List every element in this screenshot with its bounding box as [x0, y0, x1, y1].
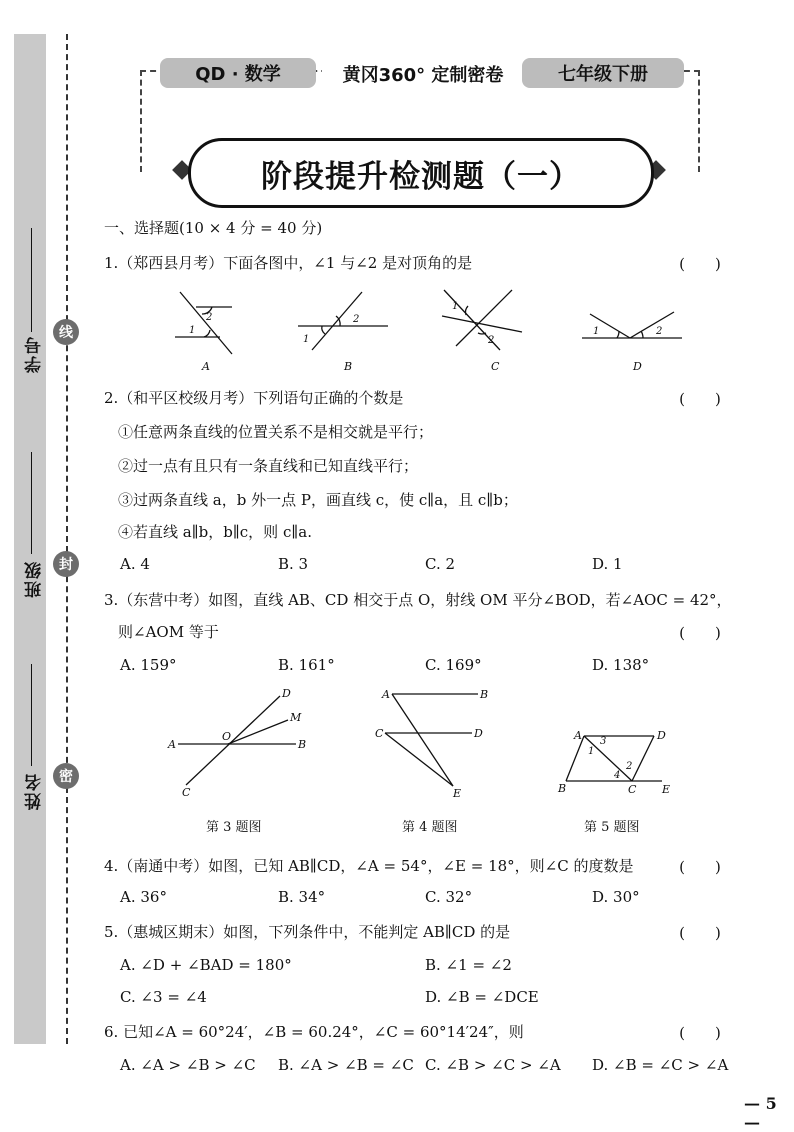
page-title: 阶段提升检测题（一） — [188, 138, 654, 208]
fig5-label-d: D — [657, 729, 666, 742]
seal-seal-mark: 封 — [53, 551, 79, 577]
q3-answer-blank: ( ) — [679, 624, 721, 642]
student-id-label: 学号 — [25, 335, 45, 373]
fig5-label-1: 1 — [588, 746, 595, 757]
q1a-label-2: 2 — [206, 312, 213, 323]
fig5-line-ab — [566, 736, 584, 781]
q1b-caption: B — [344, 360, 353, 373]
section-title: 一、选择题(10 × 4 分 = 40 分) — [104, 219, 323, 237]
fig5-label-c: C — [628, 783, 637, 796]
seal-secret-mark: 密 — [53, 763, 79, 789]
seal-line-mark: 线 — [53, 319, 79, 345]
q6-option-a: A. ∠A > ∠B > ∠C — [120, 1056, 256, 1074]
fig5-label-b: B — [558, 782, 567, 795]
q2-item-1: ①任意两条直线的位置关系不是相交就是平行； — [118, 423, 434, 441]
q2-item-2: ②过一点有且只有一条直线和已知直线平行； — [118, 457, 419, 475]
fig5-line-dc — [632, 736, 654, 781]
q1d-right-ray — [630, 312, 674, 338]
q1d-angle2-arc — [641, 331, 643, 338]
q5-answer-blank: ( ) — [679, 924, 721, 942]
q1d-label-2: 2 — [656, 326, 663, 337]
fig3-label-m: M — [290, 711, 302, 724]
q1b-label-2: 2 — [353, 314, 360, 325]
fig5-label-4: 4 — [614, 770, 621, 781]
fig5-label-e: E — [662, 783, 671, 796]
class-label: 班级 — [25, 560, 45, 598]
q3-stem-line1: 3.（东营中考）如图，直线 AB、CD 相交于点 O，射线 OM 平分∠BOD，若∠AOC = 42°， — [104, 591, 732, 609]
q5-option-a: A. ∠D + ∠BAD = 180° — [120, 956, 292, 974]
fig3-line-cd — [186, 696, 280, 785]
q1c-angle2-arc — [478, 333, 486, 334]
fig3-ray-om — [228, 720, 288, 744]
q4-answer-blank: ( ) — [679, 858, 721, 876]
q6-stem: 6. 已知∠A = 60°24′，∠B = 60.24°，∠C = 60°14′24″，则 — [104, 1023, 524, 1041]
q3-stem-line2: 则∠AOM 等于 — [118, 623, 219, 641]
fig4-label-d: D — [474, 727, 483, 740]
q5-option-d: D. ∠B = ∠DCE — [425, 988, 539, 1006]
q1a-angle1-arc — [204, 330, 210, 337]
fig5-label-3: 3 — [600, 736, 607, 747]
q2-option-b: B. 3 — [278, 555, 309, 573]
q5-stem: 5.（惠城区期末）如图，下列条件中，不能判定 AB∥CD 的是 — [104, 923, 511, 941]
page-number: — 5 — — [744, 1094, 777, 1132]
q1-stem: 1.（郑西县月考）下面各图中，∠1 与∠2 是对顶角的是 — [104, 254, 473, 272]
name-label: 姓名 — [25, 772, 45, 810]
q1d-caption: D — [633, 360, 642, 373]
q2-item-4: ④若直线 a∥b，b∥c，则 c∥a. — [118, 523, 312, 541]
fig4-label-b: B — [480, 688, 489, 701]
q1c-caption: C — [491, 360, 500, 373]
q2-option-c: C. 2 — [425, 555, 456, 573]
q1d-angle1-arc — [617, 331, 619, 338]
q4-stem: 4.（南通中考）如图，已知 AB∥CD，∠A = 54°，∠E = 18°，则∠C 的度数是 — [104, 857, 634, 875]
q4-option-a: A. 36° — [120, 888, 167, 906]
q6-answer-blank: ( ) — [679, 1024, 721, 1042]
q2-answer-blank: ( ) — [679, 390, 721, 408]
fig3-label-d: D — [282, 687, 291, 700]
fig3-label-a: A — [168, 738, 176, 751]
fig3-label-b: B — [298, 738, 307, 751]
q2-option-a: A. 4 — [120, 555, 150, 573]
q1c-label-1: 1 — [452, 301, 459, 312]
q2-option-d: D. 1 — [592, 555, 623, 573]
q5-option-c: C. ∠3 = ∠4 — [120, 988, 207, 1006]
q4-option-c: C. 32° — [425, 888, 473, 906]
q1b-label-1: 1 — [303, 334, 310, 345]
q2-stem: 2.（和平区校级月考）下列语句正确的个数是 — [104, 389, 404, 407]
fig4-line-ae — [392, 694, 453, 786]
q3-option-b: B. 161° — [278, 656, 335, 674]
fig4-label-e: E — [453, 787, 462, 800]
q3-option-c: C. 169° — [425, 656, 482, 674]
q1d-label-1: 1 — [593, 326, 600, 337]
q1a-caption: A — [202, 360, 210, 373]
q1c-line-3 — [456, 290, 512, 346]
q1a-label-1: 1 — [189, 325, 196, 336]
fig4-label-c: C — [375, 727, 384, 740]
q3-option-a: A. 159° — [120, 656, 177, 674]
fig4-line-ce — [385, 733, 453, 786]
fig4-label-a: A — [382, 688, 390, 701]
fig5-label-a: A — [574, 729, 582, 742]
fig3-label-c: C — [182, 786, 191, 799]
q1c-label-2: 2 — [488, 335, 495, 346]
fig3-caption: 第 3 题图 — [206, 820, 262, 835]
q5-option-b: B. ∠1 = ∠2 — [425, 956, 512, 974]
series-name: 黄冈360° 定制密卷 — [322, 59, 524, 89]
q4-option-b: B. 34° — [278, 888, 326, 906]
fig3-label-o: O — [222, 730, 232, 743]
grade-tag: 七年级下册 — [522, 58, 684, 88]
q2-item-3: ③过两条直线 a，b 外一点 P，画直线 c，使 c∥a，且 c∥b； — [118, 491, 518, 509]
q1c-line-2 — [442, 316, 522, 332]
q4-option-d: D. 30° — [592, 888, 640, 906]
q6-option-c: C. ∠B > ∠C > ∠A — [425, 1056, 561, 1074]
fig4-caption: 第 4 题图 — [402, 820, 458, 835]
q1b-angle1-arc — [322, 326, 325, 334]
q6-option-b: B. ∠A > ∠B = ∠C — [278, 1056, 414, 1074]
fig5-label-2: 2 — [626, 761, 633, 772]
q1-answer-blank: ( ) — [679, 255, 721, 273]
q1a-line-1 — [180, 292, 232, 354]
subject-tag: QD · 数学 — [160, 58, 316, 88]
fig5-line-ac — [584, 736, 632, 781]
q6-option-d: D. ∠B = ∠C > ∠A — [592, 1056, 729, 1074]
fig5-caption: 第 5 题图 — [584, 820, 640, 835]
q3-option-d: D. 138° — [592, 656, 650, 674]
